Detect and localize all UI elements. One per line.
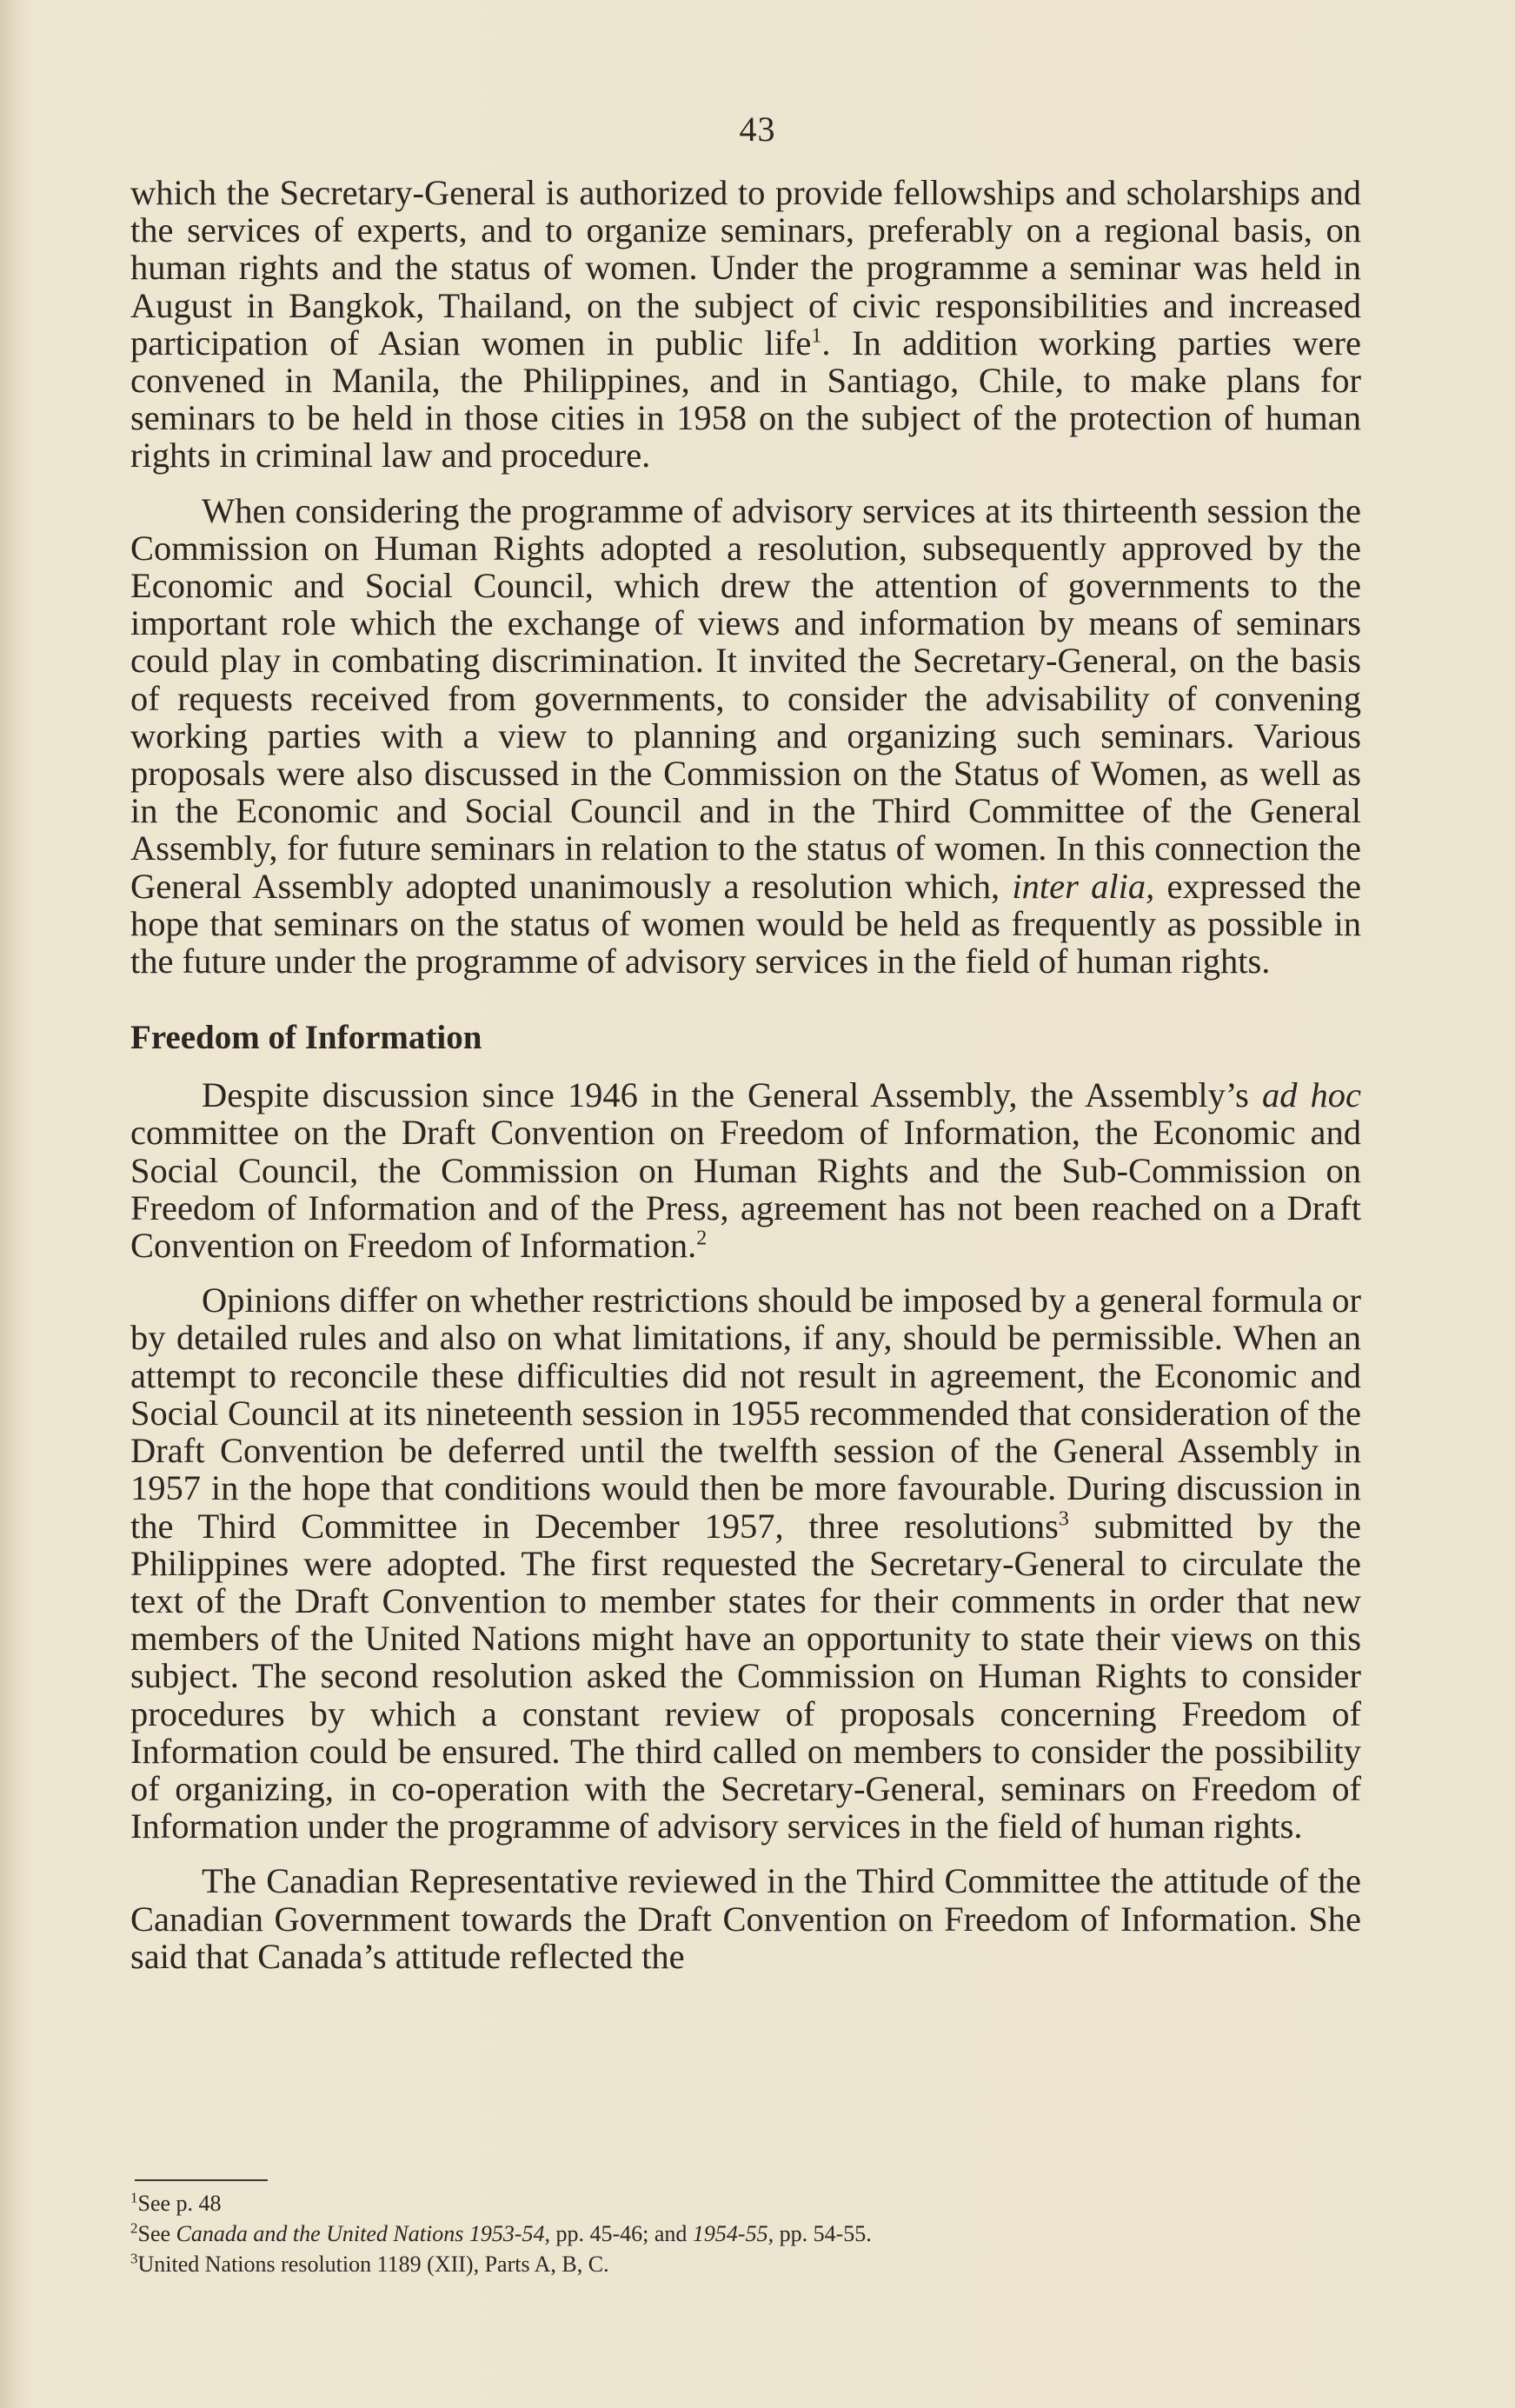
footnote-marker: 1 [130, 2189, 138, 2206]
footnotes [130, 2188, 1347, 2279]
body-text [130, 174, 1361, 1992]
section-freedom-of-information [130, 1076, 1361, 1975]
footnote-marker: 3 [130, 2250, 138, 2267]
text-run: . In addition working parties were convened in Manila, the Philippines, and in Santiago, Chile, to make plans for seminars to be held in those cities in 1958 on the subject of the protection of human rights in criminal law and procedure. [130, 323, 1361, 476]
text-run: Opinions differ on whether restrictions should be imposed by a general formula or by detailed rules and also on what limitations, if any, should be permissible. When an attempt to reconcile these difficulties did not result in agreement, the Economic and Social Council at its nineteenth session in 1955 recommended that consideration of the Draft Convention be deferred until the twelfth session of the General Assembly in 1957 in the hope that conditions would then be more favourable. During discussion in the Third Committee in December 1957, three resolutions [130, 1280, 1361, 1546]
text-run: pp. 45-46; and [549, 2221, 693, 2246]
text-run: committee on the Draft Convention on Freedom of Information, the Economic and Social Council, the Commission on Human Rights and the Sub-Commission on Freedom of Information and of the Press, agreement has not been reached on a Draft Convention on Freedom of Information. [130, 1113, 1361, 1266]
footnote-divider [135, 2179, 268, 2181]
paragraph [130, 1862, 1361, 1975]
paragraph [130, 492, 1361, 981]
footnote [130, 2218, 1347, 2249]
text-run: which the Secretary-General is authorized to provide fellowships and scholarships and the services of experts, and to organize seminars, preferably on a regional basis, on human rights and the status of women. Under the programme a seminar was held in August in Bangkok, Thailand, on the subject of civic responsibilities and increased participation of Asian women in public life [130, 173, 1361, 363]
italic-text: Canada and the United Nations 1953-54, [176, 2221, 550, 2246]
footnote-marker: 1 [811, 324, 822, 348]
text-run: When considering the programme of advisory services at its thirteenth session the Commission on Human Rights adopted a resolution, subsequently approved by the Economic and Social Council, which drew the attention of governments to the important role which the exchange of views and information by means of seminars could play in combating discrimination. It invited the Secretary-General, on the basis of requests received from governments, to consider the advisability of convening working parties with a view to planning and organizing such seminars. Various proposals were also discussed in the Commission on the Status of Women, as well as in the Economic and Social Council and in the Third Committee of the General Assembly, for future seminars in relation to the status of women. In this connection the General Assembly adopted unanimously a resolution which, [130, 490, 1361, 906]
text-run: See [137, 2221, 176, 2246]
section-heading: Freedom of Information [130, 1019, 482, 1057]
page-number: 43 [739, 110, 776, 149]
footnote [130, 2249, 1347, 2279]
italic-text: 1954-55, [692, 2221, 774, 2246]
section-advisory-services [130, 174, 1361, 980]
paragraph [130, 174, 1361, 475]
footnote-marker: 3 [1058, 1507, 1069, 1530]
italic-text: ad hoc [1261, 1075, 1361, 1115]
text-run: expressed the hope that seminars on the status of women would be held as frequently as possible in the future under the programme of advisory services in the field of human rights. [130, 866, 1361, 981]
paragraph [130, 1076, 1361, 1264]
text-run: submitted by the Philippines were adopted. The first requested the Secretary-General to circulate the text of the Draft Convention to member states for their comments in order that new members of the United Nations might have an opportunity to state their views on this subject. The second resolution asked the Commission on Human Rights to consider procedures by which a constant review of proposals concerning Freedom of Information could be ensured. The third called on members to consider the possibility of organizing, in co-operation with the Secretary-General, seminars on Freedom of Information under the programme of advisory services in the field of human rights. [130, 1506, 1361, 1846]
footnote-marker: 2 [696, 1227, 708, 1250]
text-run: pp. 54-55. [774, 2221, 872, 2246]
text-run: See p. 48 [137, 2191, 222, 2216]
text-run: The Canadian Representative reviewed in the Third Committee the attitude of the Canadian Government towards the Draft Convention on Freedom of Information. She said that Canada’s attitude reflected the [130, 1861, 1361, 1976]
text-run: United Nations resolution 1189 (XII), Parts A, B, C. [137, 2252, 609, 2277]
footnote [130, 2188, 1347, 2218]
text-run: Despite discussion since 1946 in the General Assembly, the Assembly’s [202, 1075, 1262, 1115]
footnote-marker: 2 [130, 2219, 138, 2237]
italic-text: inter alia, [1012, 866, 1155, 906]
paragraph [130, 1281, 1361, 1845]
